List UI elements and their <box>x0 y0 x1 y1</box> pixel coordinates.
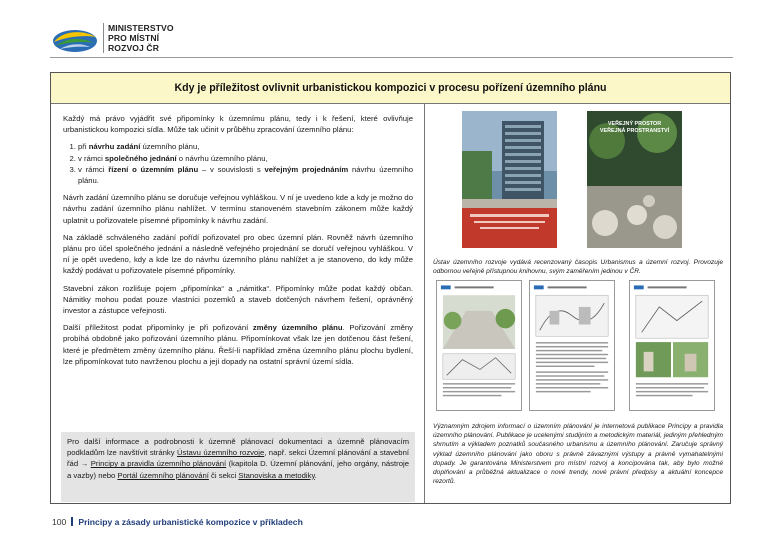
paragraph-pripominka: Stavební zákon rozlišuje pojem „připomínka“ a „námitka“. Připomínky může podat každý občan. Námitky mohou podat pouze vlastníci pozemků a staveb dotčených návrhem řešení, oprávněný investor a zástupce veřejnosti. <box>63 283 413 316</box>
footer-divider <box>71 517 73 526</box>
page-footer <box>52 517 303 527</box>
link-stanoviska[interactable]: Stanoviska a metodiky <box>238 470 315 480</box>
page-title: Kdy je příležitost ovlivnit urbanistickou kompozici v procesu pořízení územního plánu <box>174 82 607 94</box>
list-item: 3. v rámci řízení o územním plánu – v souvislosti s veřejným projednáním návrhu územního plánu. <box>78 164 413 186</box>
publication-caption: Významným zdrojem informací o územním plánování je internetová publikace Principy a pravidla územního plánování. Publikace je ucelenými studijním a metodickým materiál, jediným přehledným shrnutím a výkladem poznatků současného urbanismu a územního plánování. Zaručuje správný výklad územního plánování jako oboru s právně závaznými výstupy a právně vymahatelnými dopady. Je garantována Ministerstvem pro místní rozvoj a koncipována tak, aby bylo možné doplňování a průběžná aktualizace o nové trendy, nové právní předpisy a aktuální koncepce rezortů. <box>433 423 723 486</box>
ministry-logo-icon <box>52 27 98 53</box>
footer-title: Principy a zásady urbanistické kompozice v příkladech <box>78 517 303 527</box>
main-text <box>63 113 413 373</box>
content-frame <box>50 72 731 504</box>
book2-title-line2: VEŘEJNÁ PROSTRANSTVÍ <box>599 128 670 134</box>
page-number: 100 <box>52 517 67 527</box>
logo-divider <box>103 23 104 53</box>
list-item: 2. v rámci společného jednání o návrhu územního plánu, <box>78 153 413 164</box>
link-principy[interactable]: Principy a pravidla územního plánování <box>90 459 227 469</box>
info-box: Pro další informace a podrobnosti k územně plánovací dokumentaci a územně plánovacím podkladům lze navštívit stránky Ústavu územního rozvoje, např. sekci Územní plánování a stavební řád → Principy a pravidla územního plánování (kapitola D. Územní plánování, jeho orgány, nástroje a vazby) nebo Portál územního plánování či sekci Stanoviska a metodiky. <box>61 432 415 502</box>
link-portal[interactable]: Portál územního plánování <box>117 470 209 480</box>
link-uur[interactable]: Ústavu územního rozvoje <box>177 448 265 458</box>
header-rule <box>50 57 733 58</box>
list-item: 1. při návrhu zadání územního plánu, <box>78 141 413 152</box>
intro-paragraph: Každý má právo vyjádřit své připomínky k územnímu plánu, tedy i k řešení, které ovlivňuje urbanistickou kompozici sídla. Může tak učinit v průběhu zpracování územního plánu: <box>63 114 413 135</box>
ministry-line-2: PRO MÍSTNÍ <box>108 33 160 43</box>
title-bar <box>51 73 730 104</box>
column-divider <box>424 104 425 503</box>
journal-caption: Ústav územního rozvoje vydává recenzovaný časopis Urbanismus a územní rozvoj. Provozuje odbornou veřejně přístupnou knihovnu, svým zaměřením jedinou v ČR. <box>433 259 723 276</box>
paragraph-zmena: Další příležitost podat připomínky je při pořizování změny územního plánu. Pořizování změny probíhá obdobně jako pořizování územního plánu. Připomínkovat však lze jen dotčenou část řešení, které je předmětem změny územního plánu. Řeší-li například změna územního plánu plochu bydlení, lze připomínkovat tuto navrženou plochu a její dopady na ostatní správní území sídla. <box>63 323 413 366</box>
publication-page-thumb-2 <box>529 280 615 411</box>
page-header <box>0 0 781 60</box>
book2-title-line1: VEŘEJNÝ PROSTOR <box>607 121 662 127</box>
verejny-prostor-cover <box>587 111 682 248</box>
ministry-line-1: MINISTERSTVO <box>108 23 174 33</box>
ministry-name <box>108 23 174 53</box>
paragraph-zadani: Návrh zadání územního plánu se doručuje veřejnou vyhláškou. V ní je uvedeno kde a kdy je možno do návrhu zadání územního plánu nahlížet. V termínu stanoveném stavebním zákonem může každý uplatnit u pořizovatele písemné připomínky k návrhu zadání. <box>63 193 413 225</box>
urbanismus-journal-cover <box>462 111 557 248</box>
publication-page-thumb-1 <box>436 280 522 411</box>
publication-page-thumb-3 <box>629 280 715 411</box>
ministry-line-3: ROZVOJ ČR <box>108 43 160 53</box>
paragraph-navrh: Na základě schváleného zadání pořídí pořizovatel pro obec územní plán. Rovněž návrh územního plánu pro účel společného jednání a následně veřejného projednání se doručí veřejnou vyhláškou. V ní je opět uvedeno, kdy a kde lze do návrhu územního plánu nahlížet a je stanoveno, do kdy může každý podávat u pořizovatele písemné připomínky. <box>63 232 413 276</box>
opportunity-list <box>63 141 413 186</box>
